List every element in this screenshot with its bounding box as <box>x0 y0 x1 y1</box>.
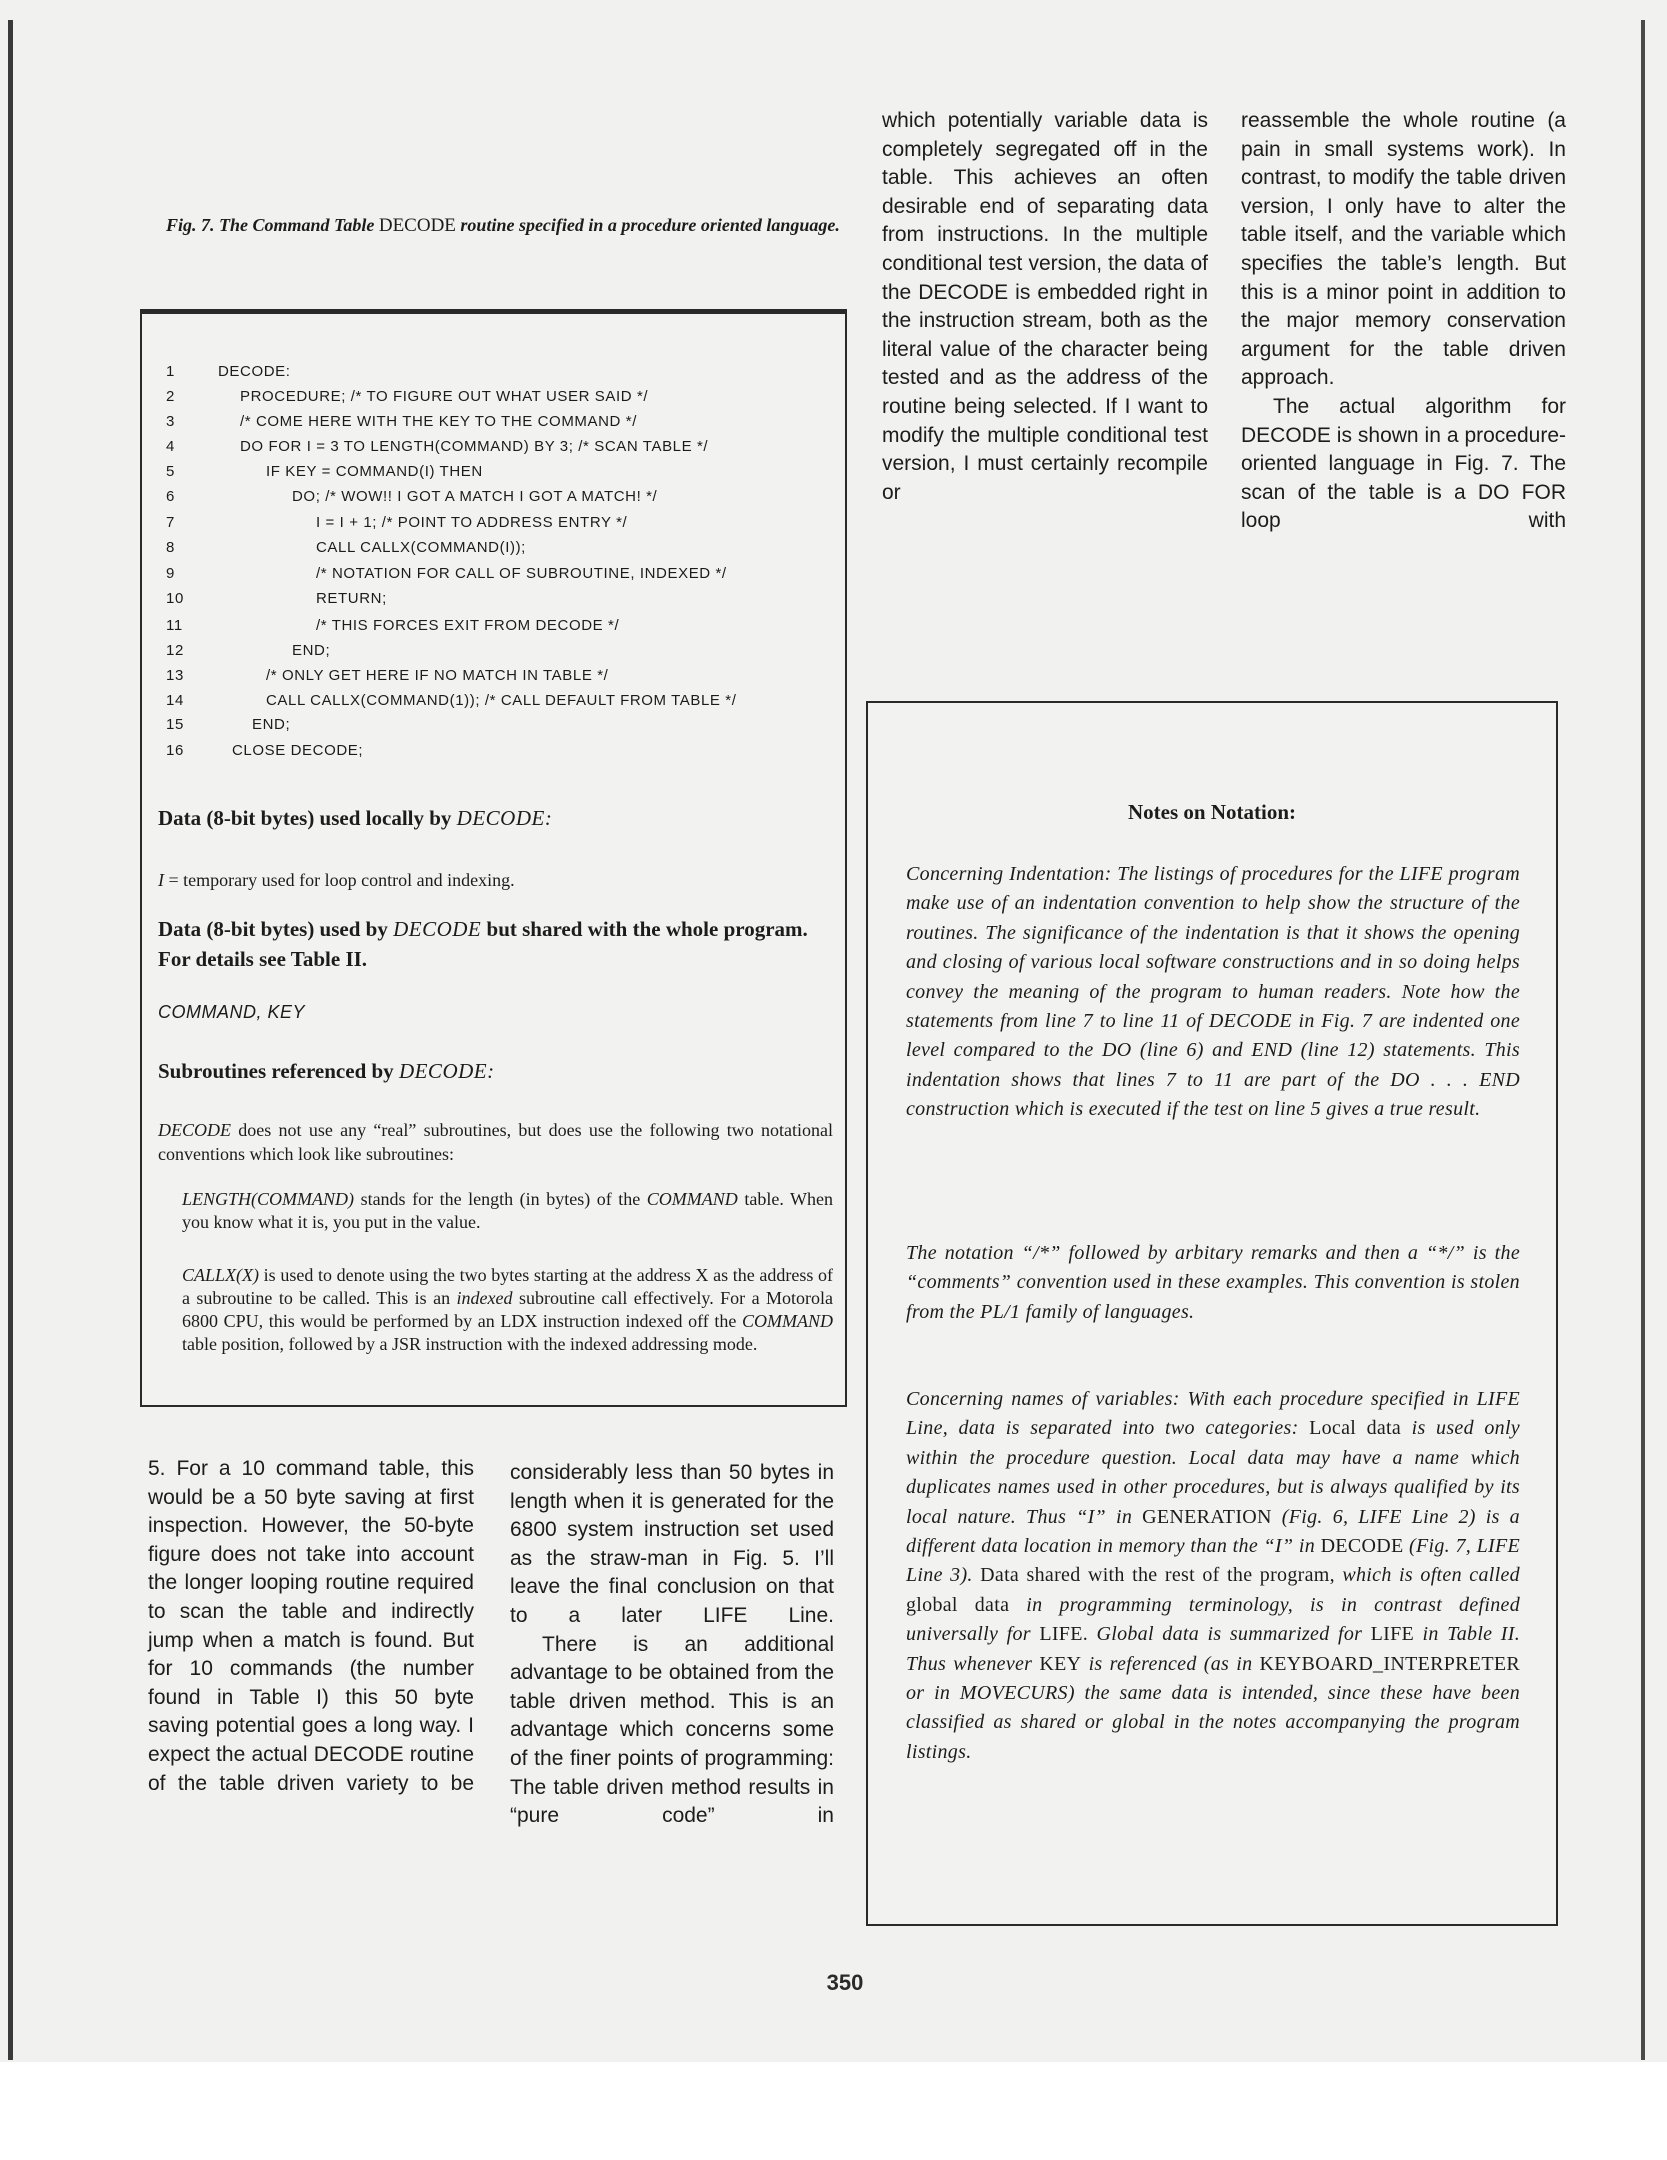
code-line-text: END; <box>292 642 331 659</box>
code-line-text: PROCEDURE; /* TO FIGURE OUT WHAT USER SAID */ <box>240 388 649 405</box>
code-line <box>166 438 833 462</box>
code-line-text: DECODE: <box>218 363 291 380</box>
code-line-number: 14 <box>166 692 184 709</box>
code-line-text: RETURN; <box>316 590 387 607</box>
notes-on-notation-box <box>866 701 1558 1926</box>
code-line <box>166 617 833 641</box>
code-line-number: 12 <box>166 642 184 659</box>
code-line-text: /* ONLY GET HERE IF NO MATCH IN TABLE */ <box>266 667 609 684</box>
local-data-desc: I = temporary used for loop control and indexing. <box>158 870 515 890</box>
code-line-text: IF KEY = COMMAND(I) THEN <box>266 463 483 480</box>
notes-variables: Concerning names of variables: With each procedure specified in LIFE Line, data is separated into two categories: Local data is used only within the procedure question. Local data may have a name which duplicates names used in other procedures, but is always qualified by its local nature. Thus “I” in GENERATION (Fig. 6, LIFE Line 2) is a different data location in memory than the “I” in DECODE (Fig. 7, LIFE Line 3). Data shared with the rest of the program, which is often called global data in programming terminology, is in contrast defined universally for LIFE. Global data is summarized for LIFE in Table II. Thus whenever KEY is referenced (as in KEYBOARD_INTERPRETER or in MOVECURS) the same data is intended, since these have been classified as shared or global in the notes accompanying the program listings. <box>906 1388 1521 1763</box>
page-bottom-margin <box>0 2062 1667 2160</box>
code-line-number: 8 <box>166 539 175 556</box>
subroutines-intro: DECODE does not use any “real” subroutines, but does use the following two notational conventions which look like subroutines: <box>158 1120 833 1164</box>
code-line-number: 13 <box>166 667 184 684</box>
code-line-text: END; <box>252 716 291 733</box>
code-line-number: 16 <box>166 742 184 759</box>
code-line <box>166 388 833 412</box>
code-line <box>166 742 833 766</box>
code-line-text: DO; /* WOW!! I GOT A MATCH I GOT A MATCH! */ <box>292 488 658 505</box>
notes-title: Notes on Notation: <box>1128 800 1296 824</box>
code-line-text: DO FOR I = 3 TO LENGTH(COMMAND) BY 3; /* SCAN TABLE */ <box>240 438 709 455</box>
code-line-number: 5 <box>166 463 175 480</box>
code-line <box>166 716 833 740</box>
code-line-text: CLOSE DECODE; <box>232 742 364 759</box>
code-line-number: 9 <box>166 565 175 582</box>
code-line <box>166 413 833 437</box>
figure-7-box <box>140 309 847 1407</box>
code-line-number: 3 <box>166 413 175 430</box>
code-line-text: /* THIS FORCES EXIT FROM DECODE */ <box>316 617 620 634</box>
code-line-number: 1 <box>166 363 175 380</box>
subroutines-heading: Subroutines referenced by DECODE: <box>158 1059 495 1083</box>
code-line-number: 10 <box>166 590 184 607</box>
code-line-number: 2 <box>166 388 175 405</box>
code-line <box>166 514 833 538</box>
code-line <box>166 642 833 666</box>
body-column-4: reassemble the whole routine (a pain in small systems work). In contrast, to modify the table driven version, I only have to alter the table itself, and the variable which specifies the table’s length. But this is a minor point in addition to the major memory conservation argument for the table driven approach. The actual algorithm for DECODE is shown in a procedure-oriented language in Fig. 7. The scan of the table is a DO FOR loop with <box>1241 109 1566 533</box>
local-data-heading: Data (8-bit bytes) used locally by DECODE: <box>158 806 553 830</box>
shared-data-heading: Data (8-bit bytes) used by DECODE but shared with the whole program. For details see Table II. <box>158 917 808 971</box>
code-line-text: CALL CALLX(COMMAND(I)); <box>316 539 526 556</box>
code-line <box>166 363 833 387</box>
code-line-number: 15 <box>166 716 184 733</box>
code-line <box>166 667 833 691</box>
figure-caption: Fig. 7. The Command Table DECODE routine specified in a procedure oriented language. <box>166 215 840 236</box>
body-column-1: 5. For a 10 command table, this would be a 50 byte saving at first inspection. However, the 50-byte figure does not take into account the longer looping routine required to scan the table and indirectly jump when a match is found. But for 10 commands (the number found in Table I) this 50 byte saving potential goes a long way. I expect the actual DECODE routine of the table driven variety to be <box>148 1457 474 1795</box>
code-line-number: 4 <box>166 438 175 455</box>
body-column-3: which potentially variable data is completely segregated off in the table. This achieves an often desirable end of separating data from instructions. In the multiple conditional test version, the data of the DECODE is embedded right in the instruction stream, both as the literal value of the character being tested and as the address of the routine being selected. If I want to modify the multiple conditional test version, I must certainly recompile or <box>882 109 1208 504</box>
code-line-text: CALL CALLX(COMMAND(1)); /* CALL DEFAULT FROM TABLE */ <box>266 692 737 709</box>
length-definition: LENGTH(COMMAND) stands for the length (in bytes) of the COMMAND table. When you know what it is, you put in the value. <box>182 1189 834 1232</box>
page-number: 350 <box>826 1970 864 1995</box>
code-line-number: 11 <box>166 617 183 634</box>
code-line <box>166 565 833 589</box>
notes-indentation: Concerning Indentation: The listings of procedures for the LIFE program make use of an indentation convention to help show the structure of the routines. The significance of the indentation is that it shows the opening and closing of various local software constructions and in so doing helps convey the meaning of the program to human readers. Note how the statements from line 7 to line 11 of DECODE in Fig. 7 are indented one level compared to the DO (line 6) and END (line 12) statements. This indentation shows that lines 7 to 11 are part of the DO . . . END construction which is executed if the test on line 5 gives a true result. <box>906 863 1520 1121</box>
code-line <box>166 488 833 512</box>
code-line-number: 6 <box>166 488 175 505</box>
body-column-2: considerably less than 50 bytes in length when it is generated for the 6800 system instruction set used as the straw-man in Fig. 5. I’ll leave the final conclusion on that to a later LIFE Line. There is an additional advantage to be obtained from the table driven method. This is an advantage which concerns some of the finer points of programming: The table driven method results in “pure code” in <box>510 1461 834 1828</box>
code-line <box>166 539 833 563</box>
notes-comments: The notation “/*” followed by arbitary remarks and then a “*/” is the “comments” convention used in these examples. This convention is stolen from the PL/1 family of languages. <box>906 1242 1520 1323</box>
page-edge-left <box>8 20 13 2060</box>
code-line <box>166 692 833 716</box>
code-line-number: 7 <box>166 514 175 531</box>
callx-definition: CALLX(X) is used to denote using the two bytes starting at the address X as the address of a subroutine to be called. This is an indexed subroutine call effectively. For a Motorola 6800 CPU, this would be performed by an LDX instruction indexed off the COMMAND table position, followed by a JSR instruction with the indexed addressing mode. <box>182 1265 833 1354</box>
code-line-text: /* NOTATION FOR CALL OF SUBROUTINE, INDEXED */ <box>316 565 727 582</box>
shared-data-vars: COMMAND, KEY <box>158 1002 306 1022</box>
code-line <box>166 590 833 614</box>
code-line-text: I = I + 1; /* POINT TO ADDRESS ENTRY */ <box>316 514 628 531</box>
code-line-text: /* COME HERE WITH THE KEY TO THE COMMAND */ <box>240 413 637 430</box>
code-line <box>166 463 833 487</box>
page-edge-right <box>1641 20 1645 2060</box>
